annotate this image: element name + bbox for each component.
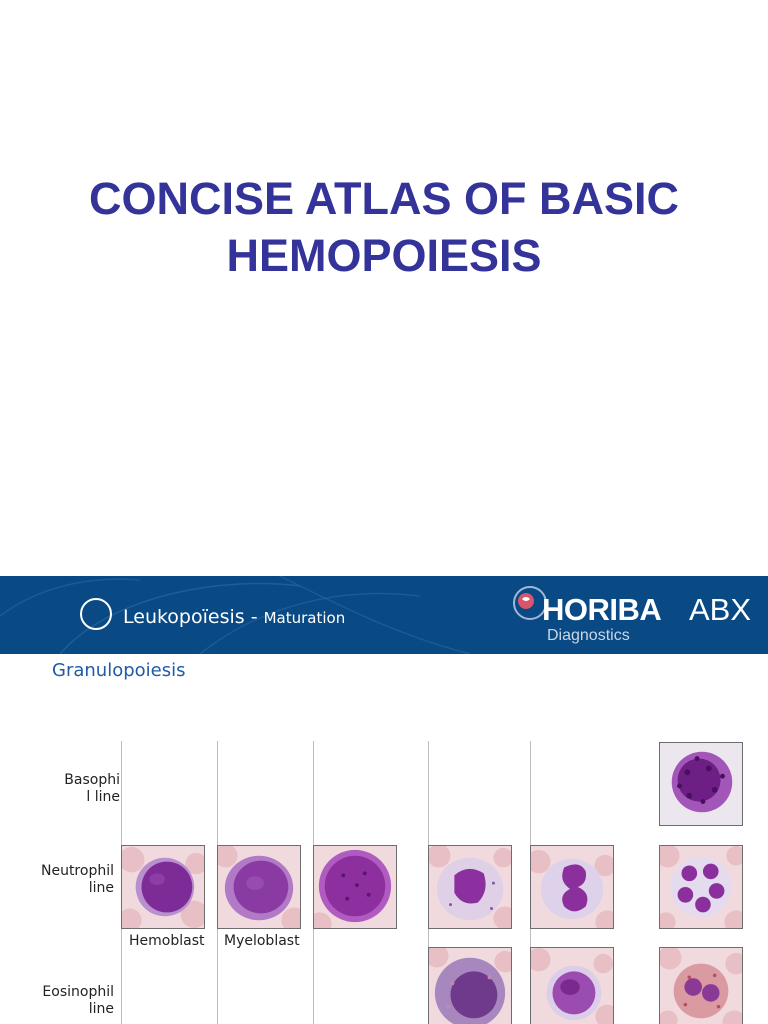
myelocyte-cell-image (428, 845, 512, 929)
title-line-2: HEMOPOIESIS (226, 230, 542, 281)
section-title: Granulopoiesis (52, 660, 186, 681)
banner-title-main: Leukopoïesis (123, 606, 245, 628)
logo-brand-text: HORIBA (542, 592, 662, 627)
row-label-neutrophil (24, 863, 114, 897)
logo-tagline: Diagnostics (547, 627, 630, 644)
caption-hemoblast: Hemoblast (129, 933, 205, 949)
eosinophil-metamyelocyte-cell-image (530, 947, 614, 1024)
eosinophil-cell-image (659, 947, 743, 1024)
segmented-neutrophil-cell-image (659, 845, 743, 929)
banner-title-sub: Maturation (263, 609, 346, 627)
eosinophil-myelocyte-cell-image (428, 947, 512, 1024)
caption-myeloblast: Myeloblast (224, 933, 300, 949)
logo-suffix-text: ABX (689, 592, 752, 627)
metamyelocyte-cell-image (530, 845, 614, 929)
row-label-line: l line (86, 789, 120, 805)
title-line-1: CONCISE ATLAS OF BASIC (88, 173, 679, 224)
row-label-line: Basophi (64, 772, 120, 788)
slide-banner (0, 576, 768, 654)
row-label-line: Neutrophil (40, 863, 114, 879)
row-label-eosinophil (24, 984, 114, 1018)
hemoblast-cell-image (121, 845, 205, 929)
row-label-line: Eosinophil (42, 984, 114, 1000)
myeloblast-cell-image (217, 845, 301, 929)
row-label-basophil (30, 772, 120, 806)
banner-title (123, 606, 345, 628)
basophil-cell-image (659, 742, 743, 826)
horiba-logo (512, 583, 762, 649)
document-title (0, 170, 768, 284)
row-label-line: line (88, 1001, 114, 1017)
banner-circle-icon (80, 598, 112, 630)
slide-image (0, 576, 768, 1024)
row-label-line: line (88, 880, 114, 896)
promyelocyte-cell-image (313, 845, 397, 929)
banner-title-separator: - (244, 606, 264, 628)
